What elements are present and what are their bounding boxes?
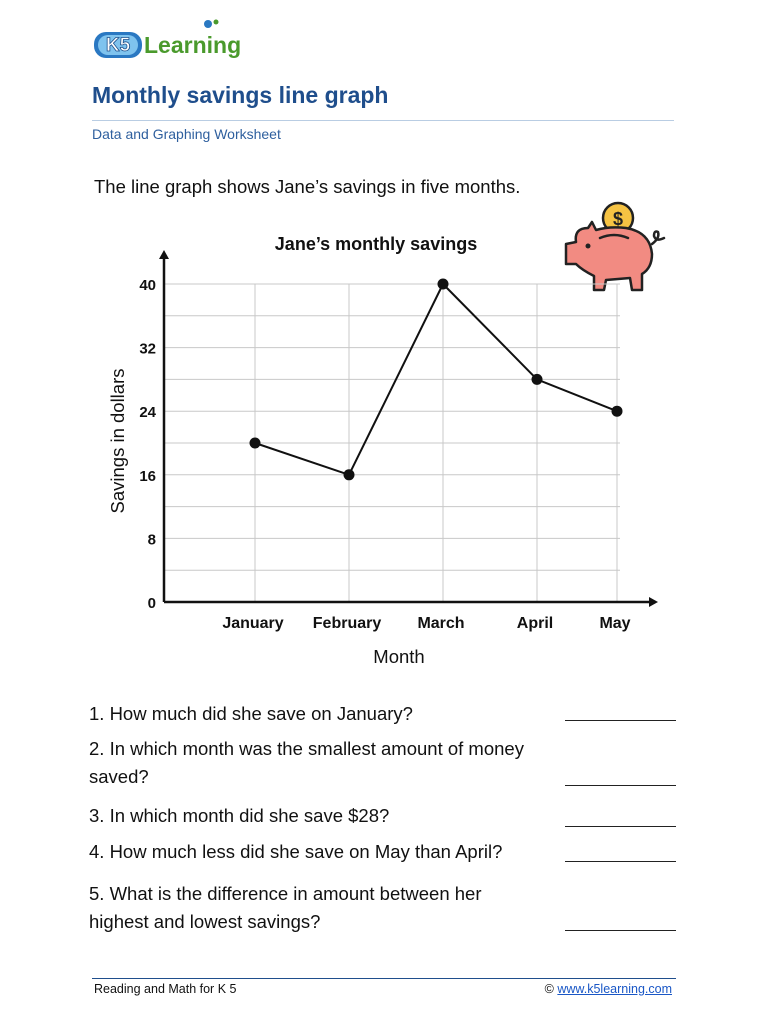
- question-1: 1. How much did she save on January?: [89, 703, 413, 724]
- footer-credit: [545, 982, 672, 996]
- x-axis-label: Month: [373, 646, 425, 667]
- x-tick-label: February: [312, 615, 382, 632]
- svg-text:$: $: [612, 209, 624, 229]
- data-point: [532, 374, 543, 385]
- x-tick-label: May: [599, 615, 631, 632]
- header-divider: [92, 120, 674, 121]
- answer-blank-5[interactable]: [565, 930, 676, 931]
- x-tick-label: January: [222, 615, 284, 632]
- y-tick-label: 16: [139, 467, 156, 485]
- data-point: [250, 438, 261, 449]
- footer-text: Reading and Math for K 5: [94, 982, 237, 996]
- x-tick-label: March: [417, 615, 465, 632]
- question-3: 3. In which month did she save $28?: [89, 805, 390, 826]
- savings-line-chart: [100, 228, 670, 678]
- y-axis-arrow: [159, 250, 169, 259]
- svg-text:Learning: Learning: [144, 32, 242, 58]
- data-point: [438, 279, 449, 290]
- x-tick-labels: [222, 615, 630, 632]
- y-tick-label: 40: [139, 277, 156, 294]
- question-4: 4. How much less did she save on May than April?: [89, 841, 503, 862]
- question-2: 2. In which month was the smallest amount of money saved?: [89, 738, 524, 787]
- answer-blank-3[interactable]: [565, 826, 676, 827]
- worksheet-subtitle: Data and Graphing Worksheet: [92, 126, 281, 142]
- y-tick-labels: [139, 277, 156, 612]
- chart-title: Jane’s monthly savings: [274, 234, 478, 254]
- answer-blank-2[interactable]: [565, 785, 676, 786]
- y-tick-label: 8: [147, 531, 156, 549]
- y-tick-label: 0: [147, 595, 156, 612]
- data-point: [344, 469, 355, 480]
- data-point: [612, 406, 623, 417]
- y-axis-label: Savings in dollars: [107, 368, 128, 514]
- page-title: Monthly savings line graph: [92, 82, 389, 108]
- k5-learning-logo: [92, 18, 264, 66]
- chart-grid: [164, 284, 620, 602]
- y-tick-label: 24: [139, 404, 156, 422]
- k5-website-link[interactable]: www.k5learning.com: [557, 982, 672, 996]
- svg-text:K5: K5: [105, 35, 131, 56]
- x-tick-label: April: [516, 615, 554, 632]
- copyright-symbol: ©: [544, 982, 554, 996]
- question-5: 5. What is the difference in amount between her highest and lowest savings?: [89, 883, 482, 932]
- answer-blank-1[interactable]: [565, 720, 676, 721]
- intro-text: The line graph shows Jane’s savings in five months.: [94, 176, 521, 197]
- answer-blank-4[interactable]: [565, 861, 676, 862]
- footer-divider: [92, 978, 676, 979]
- x-axis-arrow: [649, 597, 658, 607]
- y-tick-label: 32: [139, 340, 156, 358]
